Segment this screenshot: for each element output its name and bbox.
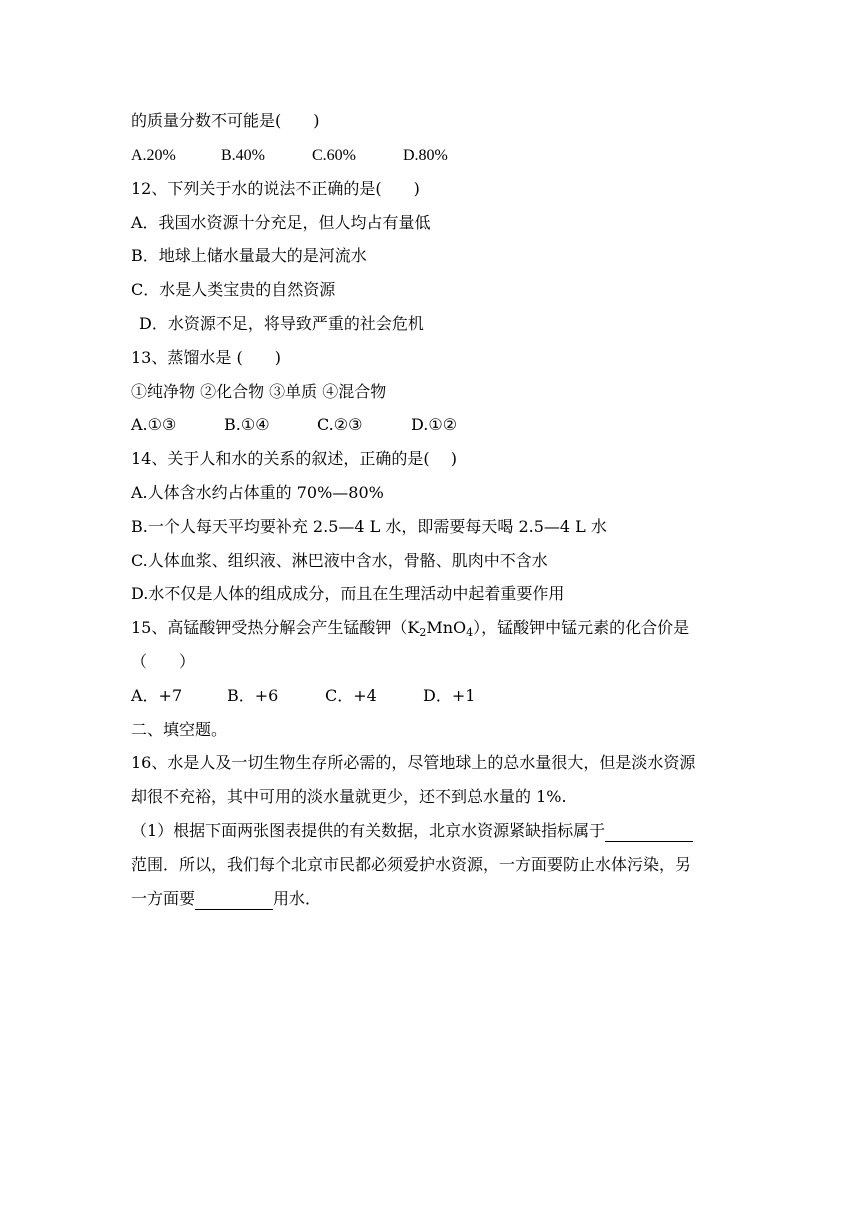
q14-stem: 14、关于人和水的关系的叙述，正确的是( ) — [131, 449, 457, 468]
q13-options — [131, 414, 457, 436]
q12-stem: 12、下列关于水的说法不正确的是( ) — [131, 179, 420, 198]
q16-part1-text: （1）根据下面两张图表提供的有关数据，北京水资源紧缺指标属于 — [131, 821, 606, 840]
q15-option-d: D．+1 — [423, 686, 476, 705]
q15-stem-end: ），锰酸钾中锰元素的化合价是 — [473, 618, 690, 637]
q13-option-d: D.①② — [411, 415, 458, 434]
q16-part1-line2: 范围．所以，我们每个北京市民都必须爱护水资源，一方面要防止水体污染，另 — [131, 855, 692, 874]
q15-subscript-o: 4 — [466, 626, 474, 639]
q16-part1-line3 — [131, 888, 321, 910]
q12-option-d: D．水资源不足，将导致严重的社会危机 — [139, 314, 424, 333]
q15-stem — [131, 617, 689, 639]
q16-stem-line2: 却很不充裕，其中可用的淡水量就更少，还不到总水量的 1%. — [131, 787, 567, 806]
q13-option-a: A.①③ — [131, 415, 177, 434]
q11-option-d: D.80% — [403, 147, 448, 164]
q16-blank-2[interactable] — [195, 891, 273, 910]
q13-items: ①纯净物 ②化合物 ③单质 ④混合物 — [131, 382, 387, 401]
q12-option-c: C．水是人类宝贵的自然资源 — [131, 280, 336, 299]
q15-stem-start: 15、高锰酸钾受热分解会产生锰酸钾（K — [131, 618, 420, 637]
q16-part1-line1 — [131, 820, 693, 842]
q15-formula-mno: MnO — [426, 618, 467, 637]
q16-stem-line1: 16、水是人及一切生物生存所必需的，尽管地球上的总水量很大，但是淡水资源 — [131, 753, 696, 772]
q15-subscript-k: 2 — [419, 626, 427, 639]
q14-option-d: D.水不仅是人体的组成成分，而且在生理活动中起着重要作用 — [131, 584, 565, 603]
q14-option-a: A.人体含水约占体重的 70%—80% — [131, 483, 384, 502]
q16-part1-line3-start: 一方面要 — [131, 889, 196, 908]
q13-stem: 13、蒸馏水是 ( ) — [131, 348, 281, 367]
q15-option-b: B．+6 — [227, 686, 279, 705]
q11-options — [131, 144, 448, 166]
q14-option-b: B.一个人每天平均要补充 2.5—4 L 水，即需要每天喝 2.5—4 L 水 — [131, 517, 607, 536]
q15-options — [131, 685, 475, 707]
q13-option-c: C.②③ — [317, 415, 363, 434]
q12-option-b: B．地球上储水量最大的是河流水 — [131, 246, 367, 265]
q11-option-b: B.40% — [221, 147, 265, 164]
q15-option-c: C．+4 — [325, 686, 377, 705]
q11-option-c: C.60% — [312, 147, 356, 164]
section-fill-in-heading: 二、填空题。 — [131, 720, 228, 739]
q12-option-a: A．我国水资源十分充足，但人均占有量低 — [131, 213, 431, 232]
q15-answer-paren: （ ） — [131, 652, 196, 671]
q14-option-c: C.人体血浆、组织液、淋巴液中含水，骨骼、肌肉中不含水 — [131, 551, 548, 570]
q16-part1-line3-end: 用水． — [273, 889, 322, 908]
q11-stem-tail: 的质量分数不可能是( ) — [131, 111, 320, 130]
q11-option-a: A.20% — [131, 147, 176, 164]
q13-option-b: B.①④ — [224, 415, 270, 434]
q16-blank-1[interactable] — [605, 823, 693, 842]
q15-option-a: A．+7 — [131, 686, 183, 705]
